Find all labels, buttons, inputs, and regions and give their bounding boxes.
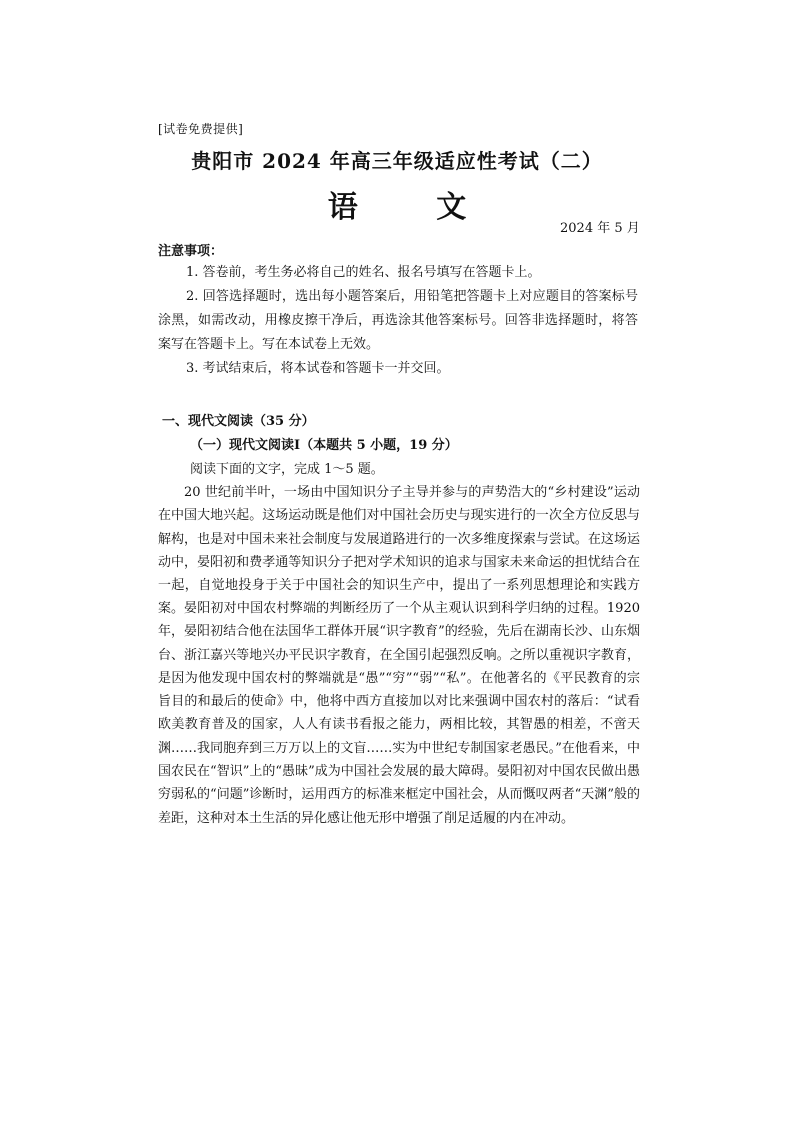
source-tag: [试卷免费提供] (158, 122, 244, 136)
section-heading: 一、现代文阅读（35 分） (162, 414, 315, 429)
notice-heading: 注意事项： (158, 244, 224, 259)
subsection-heading: （一）现代文阅读Ⅰ（本题共 5 小题，19 分） (190, 438, 458, 453)
notice-item-2: 2. 回答选择题时，选出每小题答案后，用铅笔把答题卡上对应题目的答案标号涂黑，如需改动，用橡皮擦干净后，再选涂其他答案标号。回答非选择题时，将答案写在答题卡上。写在本试卷上无效。 (158, 289, 638, 352)
exam-title: 贵阳市 2024 年高三年级适应性考试（二） (191, 149, 603, 173)
notice-item-1: 1. 答卷前，考生务必将自己的姓名、报名号填写在答题卡上。 (186, 265, 541, 280)
exam-date: 2024 年 5 月 (560, 221, 640, 236)
notice-item-3: 3. 考试结束后，将本试卷和答题卡一并交回。 (186, 361, 450, 376)
passage-paragraph-2: 晏阳初对中国农村弊端的判断经历了一个从主观认识到科学归纳的过程。1920 年，晏阳初结合他在法国华工群体开展“识字教育”的经验，先后在湖南长沙、山东烟台、浙江嘉兴等地兴办平民识字教育，在全国引起强烈反响。之所以重视识字教育，是因为他发现中国农村的弊端就是“愚”“穷”“弱”“私”。在他著名的《平民教育的宗旨目的和最后的使命》中，他将中西方直接加以对比来强调中国农村的落后：“试看欧美教育普及的国家，人人有读书看报之能力，两相比较，其智愚的相差，不啻天渊……我同胞弃到三万万以上的文盲……实为中世纪专制国家老愚民。”在他看来，中国农民在“智识”上的“愚昧”成为中国社会发展的最大障碍。晏阳初对中国农民做出愚穷弱私的“问题”诊断时，运用西方的标准来框定中国社会，从而慨叹两者“天渊”般的差距，这种对本土生活的异化感让他无形中增强了削足适履的内在冲动。 (158, 601, 640, 826)
reading-instruction: 阅读下面的文字，完成 1～5 题。 (190, 462, 384, 477)
passage-paragraph-1: 20 世纪前半叶，一场由中国知识分子主导并参与的声势浩大的“乡村建设”运动在中国大地兴起。这场运动既是他们对中国社会历史与现实进行的一次全方位反思与解构，也是对中国未来社会制度与发展道路进行的一次多维度探索与尝试。在这场运动中，晏阳初和费孝通等知识分子把对学术知识的追求与国家未来命运的担忧结合在一起，自觉地投身于关于中国社会的知识生产中，提出了一系列思想理论和实践方案。 (158, 485, 640, 617)
subject-title: 语 文 (327, 190, 501, 225)
